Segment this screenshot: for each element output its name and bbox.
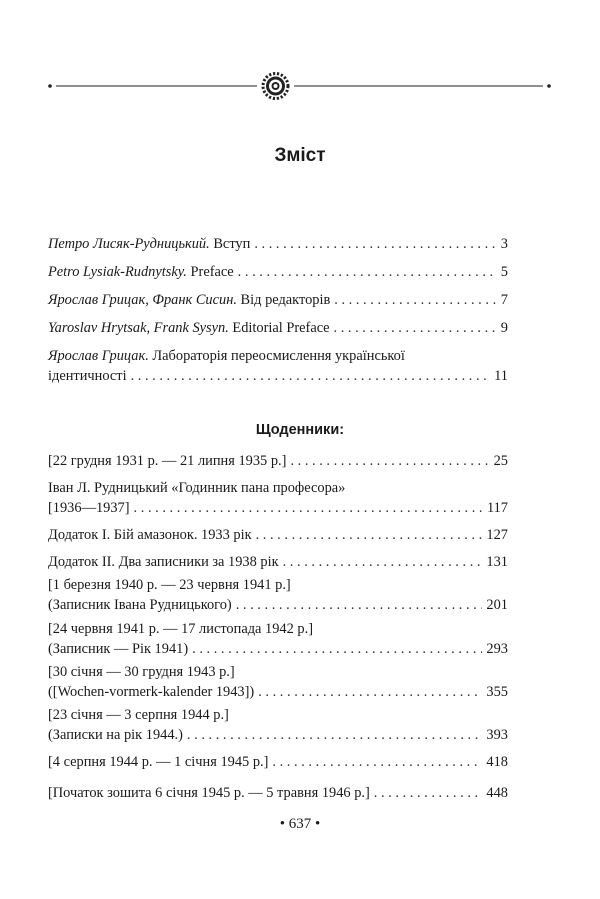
entry-title-cont: ідентичності	[48, 368, 127, 384]
toc-entry	[48, 619, 508, 659]
leader-dots	[134, 498, 483, 518]
entry-page: 393	[486, 727, 508, 743]
entry-title: [Початок зошита 6 січня 1945 р. — 5 травня 1946 р.]	[48, 785, 370, 801]
entry-title: Іван Л. Рудницький «Годинник пана професора»	[48, 480, 346, 496]
leader-dots	[238, 262, 497, 282]
entry-page: 7	[500, 292, 508, 308]
page-title: Зміст	[274, 145, 326, 166]
entry-title: [1 березня 1940 р. — 23 червня 1941 р.]	[48, 577, 291, 593]
ornament-divider	[48, 72, 551, 100]
toc-entry	[48, 346, 508, 386]
toc-entry	[48, 752, 508, 772]
entry-title: Лабораторія переосмислення української	[148, 348, 405, 364]
toc-entry	[48, 262, 508, 282]
leader-dots	[290, 451, 489, 471]
entry-title: Від редакторів	[236, 292, 331, 308]
leader-dots	[192, 639, 482, 659]
entry-title: [23 січня — 3 серпня 1944 р.]	[48, 707, 229, 723]
toc-entry	[48, 318, 508, 338]
gear-icon	[263, 74, 288, 99]
entry-page: 355	[486, 684, 508, 700]
leader-dots	[258, 682, 482, 702]
page-number: • 637 •	[279, 816, 321, 832]
entry-author: Yaroslav Hrytsak, Frank Sysyn.	[48, 320, 229, 336]
entry-title: Preface	[186, 264, 234, 280]
entry-title: [22 грудня 1931 р. — 21 липня 1935 р.]	[48, 453, 287, 469]
entry-page: 293	[486, 641, 508, 657]
entry-page: 127	[486, 527, 508, 543]
leader-dots	[374, 783, 483, 803]
toc-entry	[48, 290, 508, 310]
leader-dots	[283, 552, 483, 572]
entry-title: Додаток І. Бій амазонок. 1933 рік	[48, 527, 252, 543]
entry-page: 25	[493, 453, 508, 469]
leader-dots	[236, 595, 483, 615]
leader-dots	[334, 290, 497, 310]
entry-author: Петро Лисяк-Рудницький.	[48, 236, 210, 252]
toc-entry	[48, 234, 508, 254]
leader-dots	[187, 725, 482, 745]
entry-page: 418	[486, 754, 508, 770]
entry-author: Ярослав Грицак, Франк Сисин.	[48, 292, 237, 308]
toc-entry	[48, 552, 508, 572]
entry-title-cont: (Записки на рік 1944.)	[48, 727, 183, 743]
entry-title: [30 січня — 30 грудня 1943 р.]	[48, 664, 235, 680]
toc-entry	[48, 705, 508, 745]
entry-title: Editorial Preface	[228, 320, 330, 336]
entry-author: Ярослав Грицак.	[48, 348, 149, 364]
entry-title: [24 червня 1941 р. — 17 листопада 1942 р.]	[48, 621, 313, 637]
leader-dots	[131, 366, 491, 386]
entry-page: 5	[500, 264, 508, 280]
toc-entry	[48, 478, 508, 518]
entry-page: 117	[486, 500, 508, 516]
toc-entry	[48, 525, 508, 545]
entry-page: 131	[486, 554, 508, 570]
entry-page: 11	[494, 368, 508, 384]
entry-title: Вступ	[209, 236, 251, 252]
entry-title: [4 серпня 1944 р. — 1 січня 1945 р.]	[48, 754, 269, 770]
entry-page: 3	[500, 236, 508, 252]
toc-entry	[48, 783, 508, 803]
toc-entry	[48, 451, 508, 471]
entry-author: Petro Lysiak-Rudnytsky.	[48, 264, 187, 280]
entry-title: Додаток ІІ. Два записники за 1938 рік	[48, 554, 279, 570]
leader-dots	[254, 234, 496, 254]
leader-dots	[334, 318, 497, 338]
entry-page: 9	[500, 320, 508, 336]
leader-dots	[272, 752, 482, 772]
section-heading: Щоденники:	[255, 422, 345, 438]
entry-title-cont: ([Wochen-vormerk-kalender 1943])	[48, 684, 255, 700]
entry-title-cont: [1936—1937]	[48, 500, 130, 516]
entry-title-cont: (Записник Івана Рудницького)	[48, 597, 232, 613]
toc-entry	[48, 662, 508, 702]
toc-entry	[48, 575, 508, 615]
entry-title-cont: (Записник — Рік 1941)	[48, 641, 189, 657]
entry-page: 201	[486, 597, 508, 613]
leader-dots	[256, 525, 483, 545]
entry-page: 448	[486, 785, 508, 801]
